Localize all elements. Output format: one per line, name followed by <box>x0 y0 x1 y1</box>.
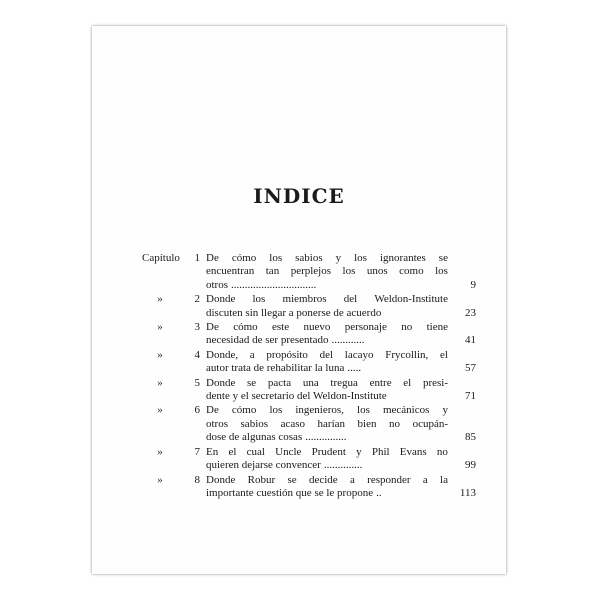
chapter-title <box>206 446 448 473</box>
chapter-title-line: De cómo los sabios y los ignorantes se <box>206 252 448 264</box>
chapter-number: 5 <box>194 376 200 389</box>
dot-leader: ............................... <box>231 278 317 291</box>
chapter-title <box>206 349 448 376</box>
ditto-mark: » <box>157 445 163 458</box>
chapter-title-line: dente y el secretario del Weldon-Institute <box>206 390 387 403</box>
ditto-mark: » <box>157 348 163 361</box>
dot-leader: .. <box>376 486 382 499</box>
chapter-title <box>206 252 448 292</box>
chapter-number: 7 <box>194 445 200 458</box>
toc-entry <box>142 404 476 444</box>
dot-leader: ............... <box>305 431 347 444</box>
chapter-title-line: autor trata de rehabilitar la luna ..... <box>206 362 362 375</box>
chapter-title-line: importante cuestión que se le propone .. <box>206 486 382 499</box>
ditto-mark: » <box>157 473 163 486</box>
page-number: 57 <box>465 362 476 375</box>
chapter-title <box>206 321 448 348</box>
chapter-number: 4 <box>194 348 200 361</box>
chapter-label: Capítulo <box>142 252 180 264</box>
chapter-title-line: otros ............................... <box>206 278 317 291</box>
chapter-title-line: Donde Robur se decide a responder a la <box>206 473 448 486</box>
chapter-title <box>206 474 448 501</box>
toc-entry <box>142 293 476 320</box>
page-number: 9 <box>470 278 476 291</box>
page-title: INDICE <box>253 184 345 208</box>
chapter-title-line: Donde los miembros del Weldon-Institute <box>206 293 448 306</box>
chapter-number: 6 <box>194 404 200 417</box>
chapter-number: 8 <box>194 473 200 486</box>
chapter-title-line: De cómo los ingenieros, los mecánicos y <box>206 404 448 417</box>
toc-entry <box>142 349 476 376</box>
chapter-title-line: necesidad de ser presentado ............ <box>206 334 365 347</box>
table-of-contents <box>142 252 476 501</box>
ditto-mark: » <box>157 321 163 334</box>
chapter-number: 2 <box>194 293 200 306</box>
ditto-mark: » <box>157 293 163 306</box>
chapter-title-line: Donde se pacta una tregua entre el presi- <box>206 376 448 389</box>
chapter-title-line: De cómo este nuevo personaje no tiene <box>206 321 448 334</box>
dot-leader: ..... <box>347 362 362 375</box>
page-number: 71 <box>465 390 476 403</box>
ditto-mark: » <box>157 404 163 417</box>
dot-leader: .............. <box>323 459 363 472</box>
chapter-title <box>206 293 448 320</box>
page-number: 23 <box>465 306 476 319</box>
chapter-title <box>206 377 448 404</box>
chapter-title-line: otros sabios acaso harían bien no ocupán- <box>206 417 448 430</box>
toc-entry <box>142 252 476 292</box>
ditto-mark: » <box>157 376 163 389</box>
toc-entry <box>142 377 476 404</box>
chapter-title-line: Donde, a propósito del lacayo Frycollin, el <box>206 348 448 361</box>
toc-entry <box>142 321 476 348</box>
toc-entry <box>142 474 476 501</box>
toc-entry <box>142 446 476 473</box>
page-number: 99 <box>465 459 476 472</box>
chapter-title-line: quieren dejarse convencer .............. <box>206 459 363 472</box>
chapter-title-line: discuten sin llegar a ponerse de acuerdo <box>206 306 382 319</box>
chapter-title-line: dose de algunas cosas ............... <box>206 431 347 444</box>
page-number: 113 <box>459 486 476 499</box>
chapter-title-line: En el cual Uncle Prudent y Phil Evans no <box>206 445 448 458</box>
book-page <box>92 26 506 574</box>
chapter-title <box>206 404 448 444</box>
chapter-number: 1 <box>194 252 200 264</box>
chapter-number: 3 <box>194 321 200 334</box>
page-number: 85 <box>465 431 476 444</box>
dot-leader: ............ <box>331 334 365 347</box>
page-number: 41 <box>465 334 476 347</box>
chapter-title-line: encuentran tan perplejos los unos como los <box>206 265 448 278</box>
